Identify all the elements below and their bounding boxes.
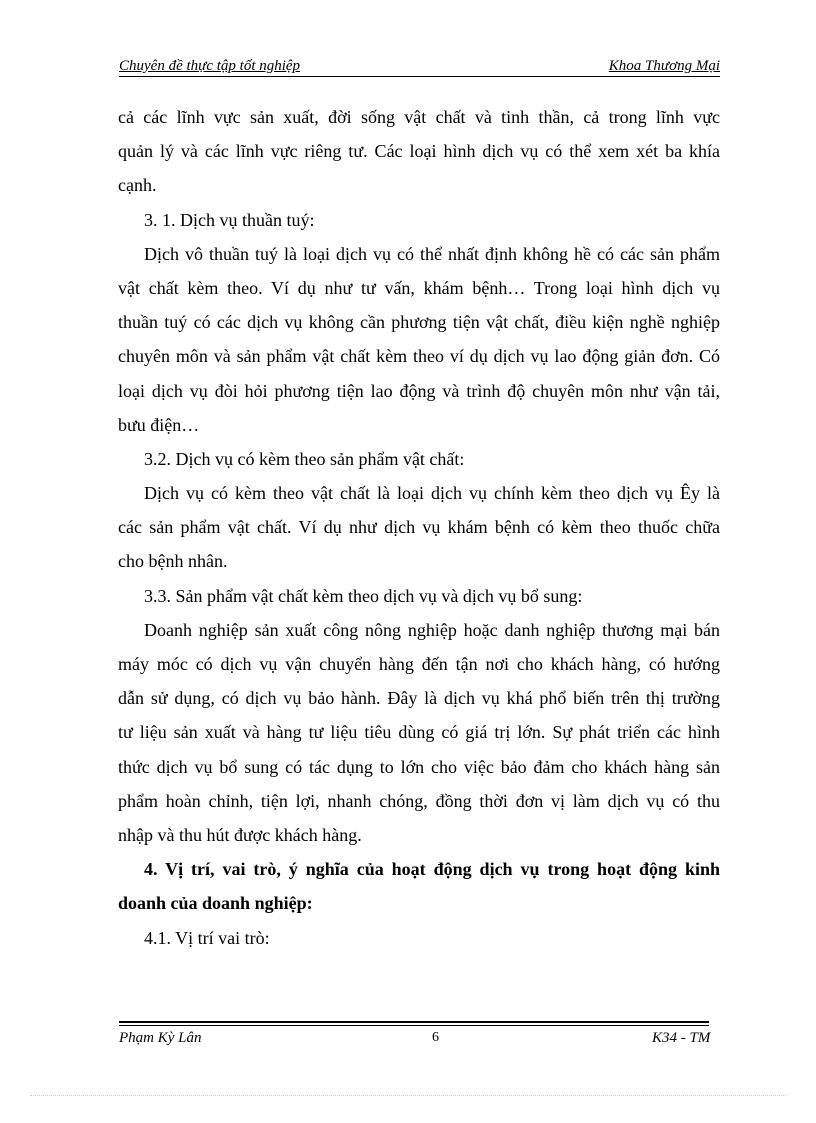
section-heading-3-1: 3. 1. Dịch vụ thuần tuý: <box>144 209 315 230</box>
body-line: thức dịch vụ bổ sung có tác dụng to lớn cho việc bảo đảm cho khách hàng sản <box>118 756 720 777</box>
body-line: Doanh nghiệp sản xuất công nông nghiệp hoặc danh nghiệp thương mại bán <box>144 619 720 640</box>
section-heading-3-3: 3.3. Sản phẩm vật chất kèm theo dịch vụ và dịch vụ bổ sung: <box>144 585 583 606</box>
header-rule <box>119 76 720 77</box>
body-line: thuần tuý có các dịch vụ không cần phương tiện vật chất, điều kiện nghề nghiệp <box>118 312 720 333</box>
header-faculty: Khoa Thương Mại <box>608 58 720 74</box>
footer-class-code: K34 - TM <box>652 1030 711 1046</box>
body-line: quản lý và các lĩnh vực riêng tư. Các loại hình dịch vụ có thể xem xét ba khía <box>118 141 720 162</box>
footer-rule-thin <box>119 1025 709 1026</box>
section-heading-4-cont: doanh của doanh nghiệp: <box>118 893 313 914</box>
body-line: tư liệu sản xuất và hàng tư liệu tiêu dùng có giá trị lớn. Sự phát triển các hình <box>118 722 720 743</box>
section-heading-4: 4. Vị trí, vai trò, ý nghĩa của hoạt động dịch vụ trong hoạt động kinh <box>144 859 720 880</box>
footer-page-number: 6 <box>432 1030 439 1045</box>
body-line: cạnh. <box>118 175 157 196</box>
body-line: vật chất kèm theo. Ví dụ như tư vấn, khám bệnh… Trong loại hình dịch vụ <box>118 277 720 298</box>
section-heading-4-1: 4.1. Vị trí vai trò: <box>144 927 270 948</box>
body-line: loại dịch vụ đòi hỏi phương tiện lao động và trình độ chuyên môn như vận tải, <box>118 380 720 401</box>
body-line: cả các lĩnh vực sản xuất, đời sống vật chất và tinh thần, cả trong lĩnh vực <box>118 107 720 127</box>
body-line: cho bệnh nhân. <box>118 551 228 572</box>
footer-rule-thick <box>119 1021 709 1023</box>
page-bottom-edge <box>30 1095 786 1096</box>
section-heading-3-2: 3.2. Dịch vụ có kèm theo sản phẩm vật chất: <box>144 448 465 469</box>
body-line: chuyên môn và sản phẩm vật chất kèm theo ví dụ dịch vụ lao động giản đơn. Có <box>118 346 720 367</box>
body-line: dẫn sử dụng, có dịch vụ bảo hành. Đây là dịch vụ khá phổ biến trên thị trường <box>118 688 720 709</box>
body-line: máy móc có dịch vụ vận chuyển hàng đến tận nơi cho khách hàng, có hướng <box>118 654 720 674</box>
body-line: Dịch vô thuần tuý là loại dịch vụ có thể nhất định không hề có các sản phẩm <box>144 243 720 264</box>
page-body <box>118 100 720 955</box>
body-line: bưu điện… <box>118 414 200 435</box>
body-line: nhập và thu hút được khách hàng. <box>118 824 362 845</box>
body-line: các sản phẩm vật chất. Ví dụ như dịch vụ khám bệnh có kèm theo thuốc chữa <box>118 517 720 538</box>
body-line: phẩm hoàn chỉnh, tiện lợi, nhanh chóng, đồng thời đơn vị làm dịch vụ có thu <box>118 790 720 811</box>
footer-author: Phạm Kỳ Lân <box>119 1030 202 1046</box>
page-header <box>119 57 720 79</box>
body-line: Dịch vụ có kèm theo vật chất là loại dịch vụ chính kèm theo dịch vụ Êy là <box>144 483 720 504</box>
header-document-title: Chuyên đề thực tập tốt nghiệp <box>119 58 301 74</box>
